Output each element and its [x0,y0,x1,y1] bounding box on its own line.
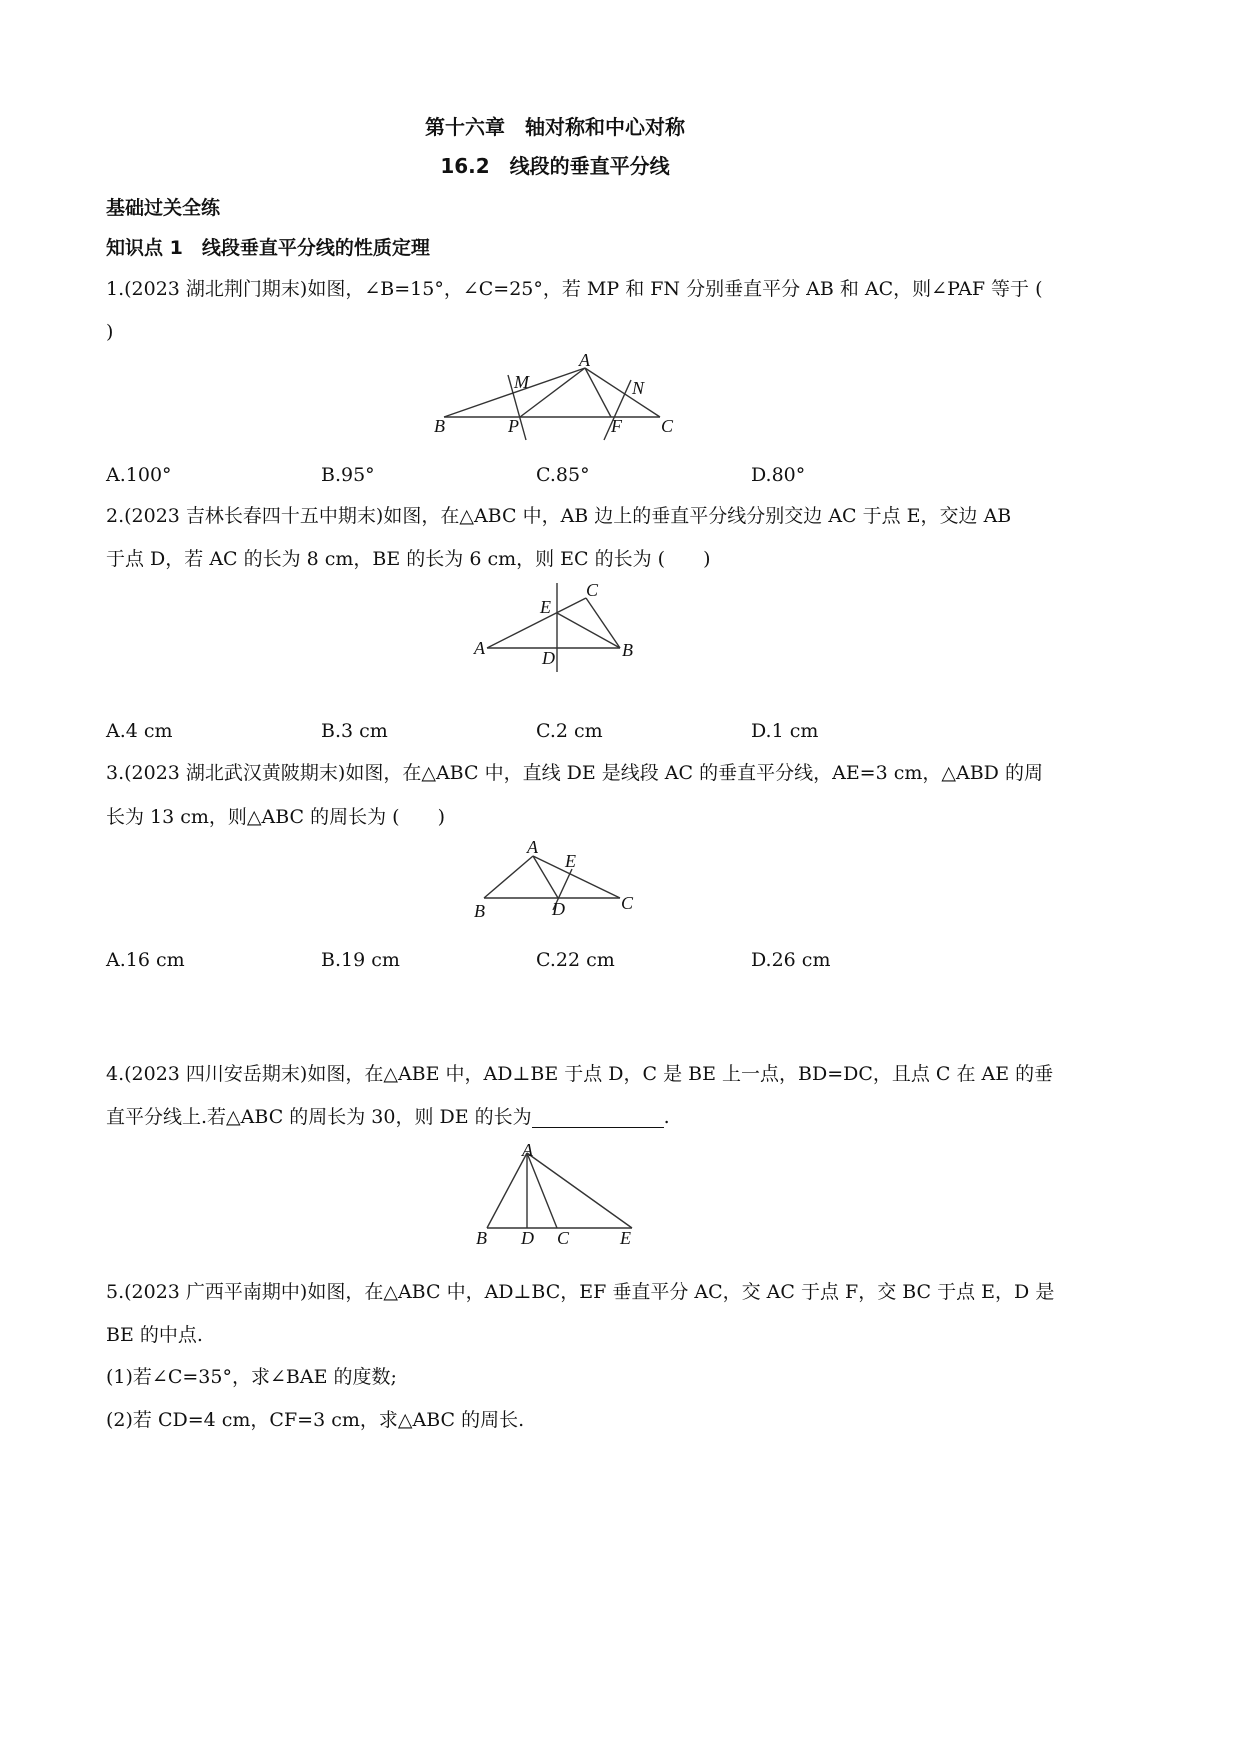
q2-label-E: E [540,597,551,617]
q1-segment-AC [585,368,660,417]
q3-label-B: B [474,901,485,920]
q3-option-a: A.16 cm [106,949,185,971]
q2-label-A: A [474,638,485,658]
q5-text-line1: 5.(2023 广西平南期中)如图，在△ABC 中，AD⊥BC，EF 垂直平分 AC，交 AC 于点 F，交 BC 于点 E，D 是 [106,1281,1055,1303]
q3-option-c: C.22 cm [536,949,615,971]
chapter-title: 第十六章 轴对称和中心对称 [425,115,685,139]
q5-part1: (1)若∠C=35°，求∠BAE 的度数; [106,1366,397,1388]
q4-text-line2 [106,1106,670,1128]
q1-label-N: N [632,378,645,398]
q1-option-b: B.95° [321,464,375,486]
q4-label-A: A [522,1140,533,1160]
q1-option-c: C.85° [536,464,590,486]
q1-option-d: D.80° [751,464,806,486]
q1-option-a: A.100° [106,464,172,486]
q3-segment-BA [484,856,533,898]
q2-segment-CB [586,598,620,648]
q3-label-C: C [621,893,634,913]
q5-text-line2: BE 的中点. [106,1324,203,1346]
q3-text-line1: 3.(2023 湖北武汉黄陂期末)如图，在△ABC 中，直线 DE 是线段 AC 的垂直平分线，AE=3 cm，△ABD 的周 [106,762,1043,784]
q4-text-after-blank: . [663,1106,670,1128]
q4-label-D: D [521,1228,534,1248]
q2-label-D: D [542,648,555,668]
q2-segment-AC [487,598,586,648]
q2-figure [470,578,650,678]
q2-option-c: C.2 cm [536,720,603,742]
q4-text-before-blank: 直平分线上.若△ABC 的周长为 30，则 DE 的长为 [106,1106,532,1128]
q2-text-line1: 2.(2023 吉林长春四十五中期末)如图，在△ABC 中，AB 边上的垂直平分线分别交边 AC 于点 E，交边 AB [106,505,1012,527]
q1-label-F: F [611,416,622,436]
q3-option-d: D.26 cm [751,949,831,971]
q1-label-C: C [661,416,674,436]
q2-text-line2: 于点 D，若 AC 的长为 8 cm，BE 的长为 6 cm，则 EC 的长为 ( ) [106,548,711,570]
q2-segment-EB [557,613,620,648]
q2-option-b: B.3 cm [321,720,388,742]
q4-label-C: C [557,1228,570,1248]
q2-label-B: B [622,640,633,660]
q1-text-line2: ) [106,321,114,343]
q4-label-B: B [476,1228,487,1248]
q1-label-B: B [434,416,445,436]
q1-segment-AF [585,368,611,417]
q3-label-D: D [552,899,565,919]
section-title: 16.2 线段的垂直平分线 [440,154,670,178]
q5-part2: (2)若 CD=4 cm，CF=3 cm，求△ABC 的周长. [106,1409,525,1431]
q4-label-E: E [620,1228,631,1248]
q3-label-E: E [565,851,576,871]
q1-text-line1: 1.(2023 湖北荆门期末)如图，∠B=15°，∠C=25°，若 MP 和 FN 分别垂直平分 AB 和 AC，则∠PAF 等于 ( [106,278,1043,300]
q3-text-line2: 长为 13 cm，则△ABC 的周长为 ( ) [106,806,446,828]
q3-label-A: A [527,837,538,857]
q2-option-a: A.4 cm [106,720,173,742]
q3-option-b: B.19 cm [321,949,400,971]
q2-option-d: D.1 cm [751,720,819,742]
q1-label-P: P [508,416,519,436]
q3-figure [470,835,650,920]
q1-segment-AP [520,368,585,417]
q4-answer-blank[interactable] [532,1109,664,1128]
knowledge-point-heading: 知识点 1 线段垂直平分线的性质定理 [106,237,430,259]
q1-label-A: A [579,350,590,370]
exercise-group-title: 基础过关全练 [106,197,221,219]
q4-segment-AB [487,1153,527,1228]
q4-text-line1: 4.(2023 四川安岳期末)如图，在△ABE 中，AD⊥BE 于点 D，C 是 BE 上一点，BD=DC，且点 C 在 AE 的垂 [106,1063,1054,1085]
q2-label-C: C [586,580,599,600]
q1-label-M: M [514,372,529,392]
q1-figure [428,350,698,442]
q4-figure [470,1140,650,1250]
